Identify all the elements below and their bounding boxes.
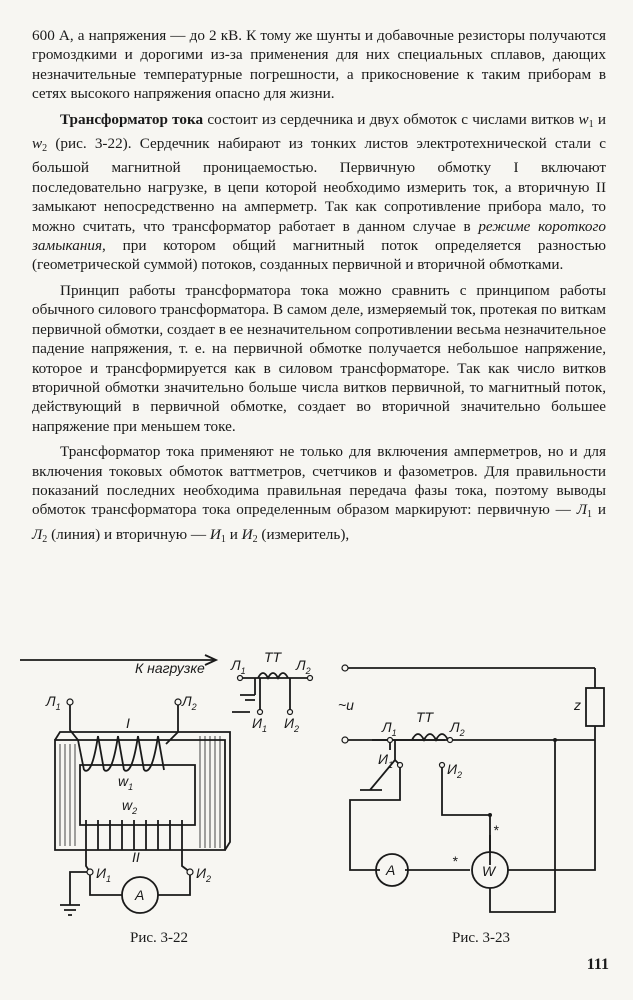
primary-wire-right xyxy=(166,702,178,744)
winding-II-label: II xyxy=(132,849,140,865)
paragraph-2: Трансформатор тока состоит из сердечника и двух обмоток с числами витков $w_1$ и $w_2$ (рис. 3-22). Сердечник набирают из тонких листов электротехнической стали с большой магнитной проницаемостью. Первичную обмотку I включают последовательно нагрузке, в цепи которой необходимо измерить ток, а вторичную II замыкают непосредственно на амперметр. Так как сопротивление прибора мало, то можно считать, что трансформатор работает в данном случае в режиме короткого замыкания, при котором общий магнитный поток определяется разностью (геометрической суммой) потоков, созданных первичной и вторичной обмотками. xyxy=(32,110,606,274)
load-z-label: z xyxy=(574,697,581,713)
load-z xyxy=(586,688,604,726)
ammeter-right-wire xyxy=(158,872,190,895)
terminal-L2: $Л_2$ xyxy=(182,693,197,712)
tt-L2: $Л_2$ xyxy=(450,719,465,738)
tt-I2: $И_2$ xyxy=(284,715,300,734)
tt-coil xyxy=(412,734,448,740)
star-mark-current: * xyxy=(452,853,458,869)
terminal-I1: $И_1$ xyxy=(96,865,112,884)
caption-3-22: Рис. 3-22 xyxy=(130,930,189,946)
w1-label: $w_1$ xyxy=(118,773,134,792)
paragraph-4: Трансформатор тока применяют не только для включения амперметров, но и для включения токовых обмоток ваттметров, счетчиков и фазометров. Для правильности показаний последних необходима правильная передача фазы тока, поэтому выводы обмоток трансформатора тока определенным образом маркируют: первичную — $Л_1$ и $Л_2$ (линия) и вторичную — $И_1$ и $И_2$ (измеритель), xyxy=(32,443,606,545)
body-text xyxy=(32,26,606,549)
term-current-transformer: Трансформатор тока xyxy=(60,110,204,128)
caption-3-23: Рис. 3-23 xyxy=(452,930,511,946)
tt-I1: $И_1$ xyxy=(378,751,394,770)
terminal-I2: $И_2$ xyxy=(196,865,212,884)
load-label: К нагрузке xyxy=(135,660,205,676)
figure-3-22 xyxy=(0,640,330,940)
tt-L2: $Л_2$ xyxy=(296,657,311,676)
ammeter-label: A xyxy=(386,862,396,878)
primary-wire-left xyxy=(70,702,78,740)
ammeter-label: A xyxy=(135,887,145,903)
page-number: 111 xyxy=(586,956,609,973)
tt-label: ТТ xyxy=(416,709,434,725)
short-circuit-mode: режиме короткого замыкания xyxy=(32,217,606,255)
tt-L1: $Л_1$ xyxy=(231,657,246,676)
tt-I2: $И_2$ xyxy=(447,761,463,780)
core-window xyxy=(80,765,195,825)
paragraph-1: 600 А, а напряжения — до 2 кВ. К тому же шунты и добавочные резисторы получаются громоздкими и дорогими из-за применения для них специальных сплавов, дающих незначительные температурные погрешности, а прикосновение к таким приборам в сетях высокого напряжения опасно для жизни. xyxy=(32,27,606,103)
terminal-L1: $Л_1$ xyxy=(46,693,61,712)
core-depth xyxy=(55,732,230,850)
wattmeter-voltage-loop xyxy=(490,740,555,912)
winding-I-label: I xyxy=(126,715,130,731)
source-label: ~u xyxy=(338,697,354,713)
tt-I1: $И_1$ xyxy=(252,715,268,734)
secondary-loop-right xyxy=(442,770,490,865)
figure-3-23 xyxy=(330,640,620,940)
tt-L1: $Л_1$ xyxy=(382,719,397,738)
w2-label: $w_2$ xyxy=(122,797,138,816)
star-mark-voltage: * xyxy=(493,822,499,838)
ground xyxy=(60,872,90,915)
tt-label: ТТ xyxy=(264,649,282,665)
wattmeter-label: W xyxy=(482,863,496,879)
paragraph-3: Принцип работы трансформатора тока можно сравнить с принципом работы обычного силового трансформатора. В самом деле, измеряемый ток, протекая по виткам первичной обмотки, создает в ее незначительном сопротивлении весьма незначительное падение напряжения, т. е. на первичной обмотке получается небольшое напряжение, которое и трансформируется как в силовом трансформаторе. Так как число витков вторичной обмотки значительно больше числа витков первичной, то магнитный поток, действующий в первичной обмотке, создает во вторичной значительно большее напряжение при меньшем токе. xyxy=(32,281,606,435)
